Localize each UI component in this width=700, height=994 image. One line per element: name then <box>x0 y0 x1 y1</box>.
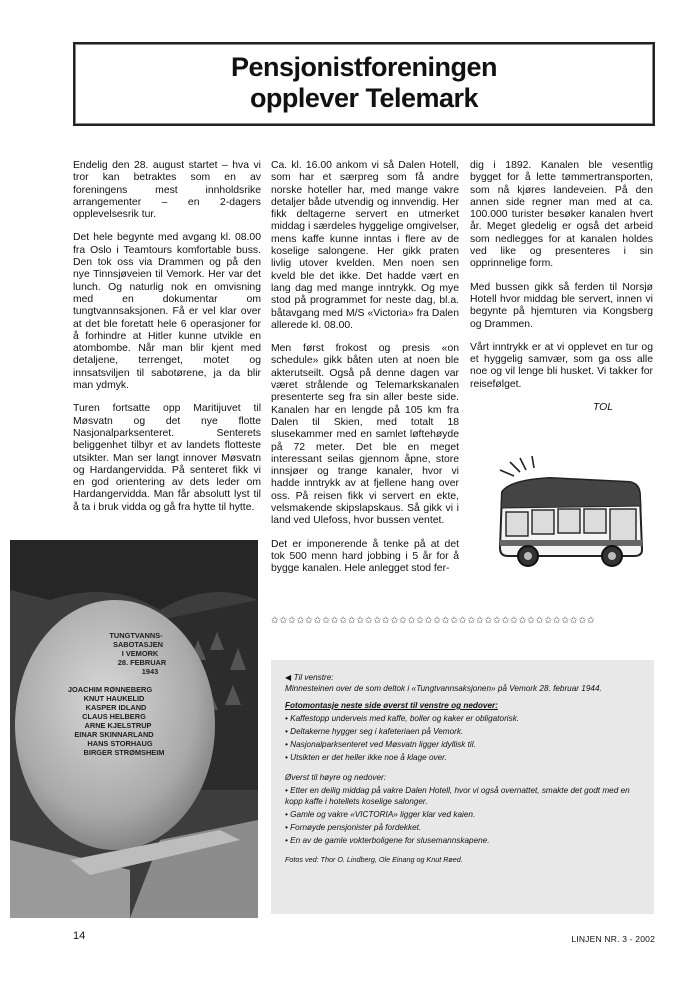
caption-bullet: • Nasjonalparksenteret ved Møsvatn ligger idyllisk til. <box>285 740 476 749</box>
photo-credits: Fotos ved: Thor O. Lindberg, Ole Einang og Knut Røed. <box>285 855 463 864</box>
paragraph: Det er imponerende å tenke på at det tok 500 menn hard jobbing i 5 år for å bygge kanalen. Hele anlegget stod fer- <box>271 538 459 575</box>
caption-bullet: • Gamle og vakre «VICTORIA» ligger klar ved kaien. <box>285 810 476 819</box>
photo-caption-box <box>271 660 654 914</box>
paragraph: dig i 1892. Kanalen ble vesentlig bygget for å lette tømmertransporten, som nå kjøres landeveien. På den annen side regner man med at ca. 100.000 turister besøker kanalen hvert år. Meget gledelig er også det arbeid som nedlegges for at kanalen holdes ved like og presenteres i sin opprinnelige form. <box>470 160 653 270</box>
paragraph: Endelig den 28. august startet – hva vi tror kan betraktes som en av foreningens mest innholdsrike arrangementer – en 2-dagers opplevelsesrik tur. <box>73 160 261 221</box>
monument-line: HANS STORHAUG <box>87 739 153 748</box>
monument-line: CLAUS HELBERG <box>82 712 146 721</box>
caption-left-text: Minnesteinen over de som deltok i «Tungtvannsaksjonen» på Vemork 28. februar 1944. <box>285 684 602 693</box>
caption-bullet: • Fornøyde pensjonister på fordekket. <box>285 823 422 832</box>
article-column-1 <box>73 160 261 525</box>
monument-line: 1943 <box>141 667 159 676</box>
caption-subheading: Øverst til høyre og nedover: <box>285 773 387 782</box>
monument-line: KNUT HAUKELID <box>83 694 145 703</box>
paragraph: Turen fortsatte opp Maritijuvet til Møsvatn og det nye flotte Nasjonalparksenteret. Senterets beliggenhet tilbyr et av landets flotteste utsikter. Man ser langt innover Møsvatn og Hardangervidda. På senteret fikk vi en god orientering av dets leder om Hardangervidda. Man får absolutt lyst til å ta i bruk vidda og gå fra hytte til hytte. <box>73 403 261 513</box>
bus-illustration <box>490 452 650 567</box>
monument-line: 28. FEBRUAR <box>117 658 167 667</box>
caption-bullet: • En av de gamle vokterboligene for slusemannskapene. <box>285 836 490 845</box>
article-column-3 <box>470 160 653 425</box>
caption-heading: Fotomontasje neste side øverst til venstre og nedover: <box>285 701 498 710</box>
monument-line: I VEMORK <box>121 649 159 658</box>
page-title: Pensjonistforeningen opplever Telemark <box>230 52 498 113</box>
monument-line: JOACHIM RØNNEBERG <box>67 685 153 694</box>
arrow-left-icon: ◀ <box>285 673 292 682</box>
caption-bullet: • Kaffestopp underveis med kaffe, boller og kaker er obligatorisk. <box>285 714 520 723</box>
paragraph: Det hele begynte med avgang kl. 08.00 fra Oslo i Teamtours komfortable buss. Den tok oss via Drammen og på den nye Tinnsjøveien til Vemork. Her var det lunch. Og naturlig nok en omvisning med en dokumentar om tungtvannsaksjonen. Få er vel klar over at det ble foretatt hele 6 operasjoner for å forhindre at Hitler kunne utvikle en atombombe. Når man blir kjent med detaljene, terrenget, motet og innsatsviljen til sabotørene, ja da blir man ydmyk. <box>73 232 261 392</box>
monument-line: TUNGTVANNS- <box>109 631 163 640</box>
monument-line: BIRGER STRØMSHEIM <box>83 748 165 757</box>
caption-bullet: • Deltakerne hygger seg i kafeteriaen på Vemork. <box>285 727 464 736</box>
monument-line: SABOTASJEN <box>113 640 163 649</box>
bus-icon <box>490 452 650 567</box>
monument-line: ARNE KJELSTRUP <box>84 721 152 730</box>
author-signature: TOL <box>592 402 613 414</box>
issue-label: LINJEN NR. 3 - 2002 <box>571 934 655 944</box>
monument-line: EINAR SKINNARLAND <box>74 730 154 739</box>
monument-line: KASPER IDLAND <box>85 703 147 712</box>
paragraph: Ca. kl. 16.00 ankom vi så Dalen Hotell, som har et særpreg som få andre norske hoteller har, med mange vakre detaljer både utvendig og innvendig. Her fikk deltagerne servert en utmerket middag i særdeles hyggelige omgivelser, mens kaffe kunne inntas i flere av de koselige salongene. Her gikk praten livlig utover kvelden. Men noen sen kveld ble det ikke. Det hadde vært en lang dag med mange inntrykk. Og mye stod på programmet for neste dag, bl.a. båtavgang med M/S «Victoria» fra Dalen allerede kl. 08.00. <box>271 160 459 331</box>
caption-bullet: • Etter en deilig middag på vakre Dalen Hotell, hvor vi også overnattet, smakte det godt med en kopp kaffe i hotellets koselige salonger. <box>285 786 630 806</box>
caption-left-label-row <box>285 672 640 683</box>
title-box <box>73 42 655 126</box>
caption-bullet: • Utsikten er det heller ikke noe å klage over. <box>285 753 447 762</box>
memorial-stone-photo <box>10 540 258 918</box>
paragraph: Med bussen gikk så ferden til Norsjø Hotell hvor middag ble servert, innen vi begynte på hjemturen via Kongsberg og Drammen. <box>470 281 653 330</box>
caption-left-label: Til venstre: <box>293 673 334 682</box>
paragraph: Vårt inntrykk er at vi opplevet en tur og et hyggelig samvær, som ga oss alle noe og vil lenge bli husket. Vi takker for reisefølget. <box>470 341 653 390</box>
article-column-2 <box>271 160 459 587</box>
star-divider: ✩✩✩✩✩✩✩✩✩✩✩✩✩✩✩✩✩✩✩✩✩✩✩✩✩✩✩✩✩✩✩✩✩✩✩✩✩✩ <box>271 615 596 625</box>
paragraph: Men først frokost og presis «on schedule» gikk båten uten at noen ble akterutseilt. Også på denne dagen var været strålende og Telemarkskanalen presenterte seg fra sin aller beste side. Kanalen har en lengde på 105 km fra Dalen til Skien, med totalt 18 slusekammer med en samlet løftehøyde på 72 meter. Det ble en meget interessant seilas gjennom åpne, store innsjøer og trange kanaler, hvor vi hadde inntrykk av at fjellene hang over oss. På reisen fikk vi servert en ekte, velsmakende skipslapskaus. Så gikk vi i land ved Ulefoss, hvor bussen ventet. <box>271 343 459 527</box>
page-number: 14 <box>73 930 86 942</box>
